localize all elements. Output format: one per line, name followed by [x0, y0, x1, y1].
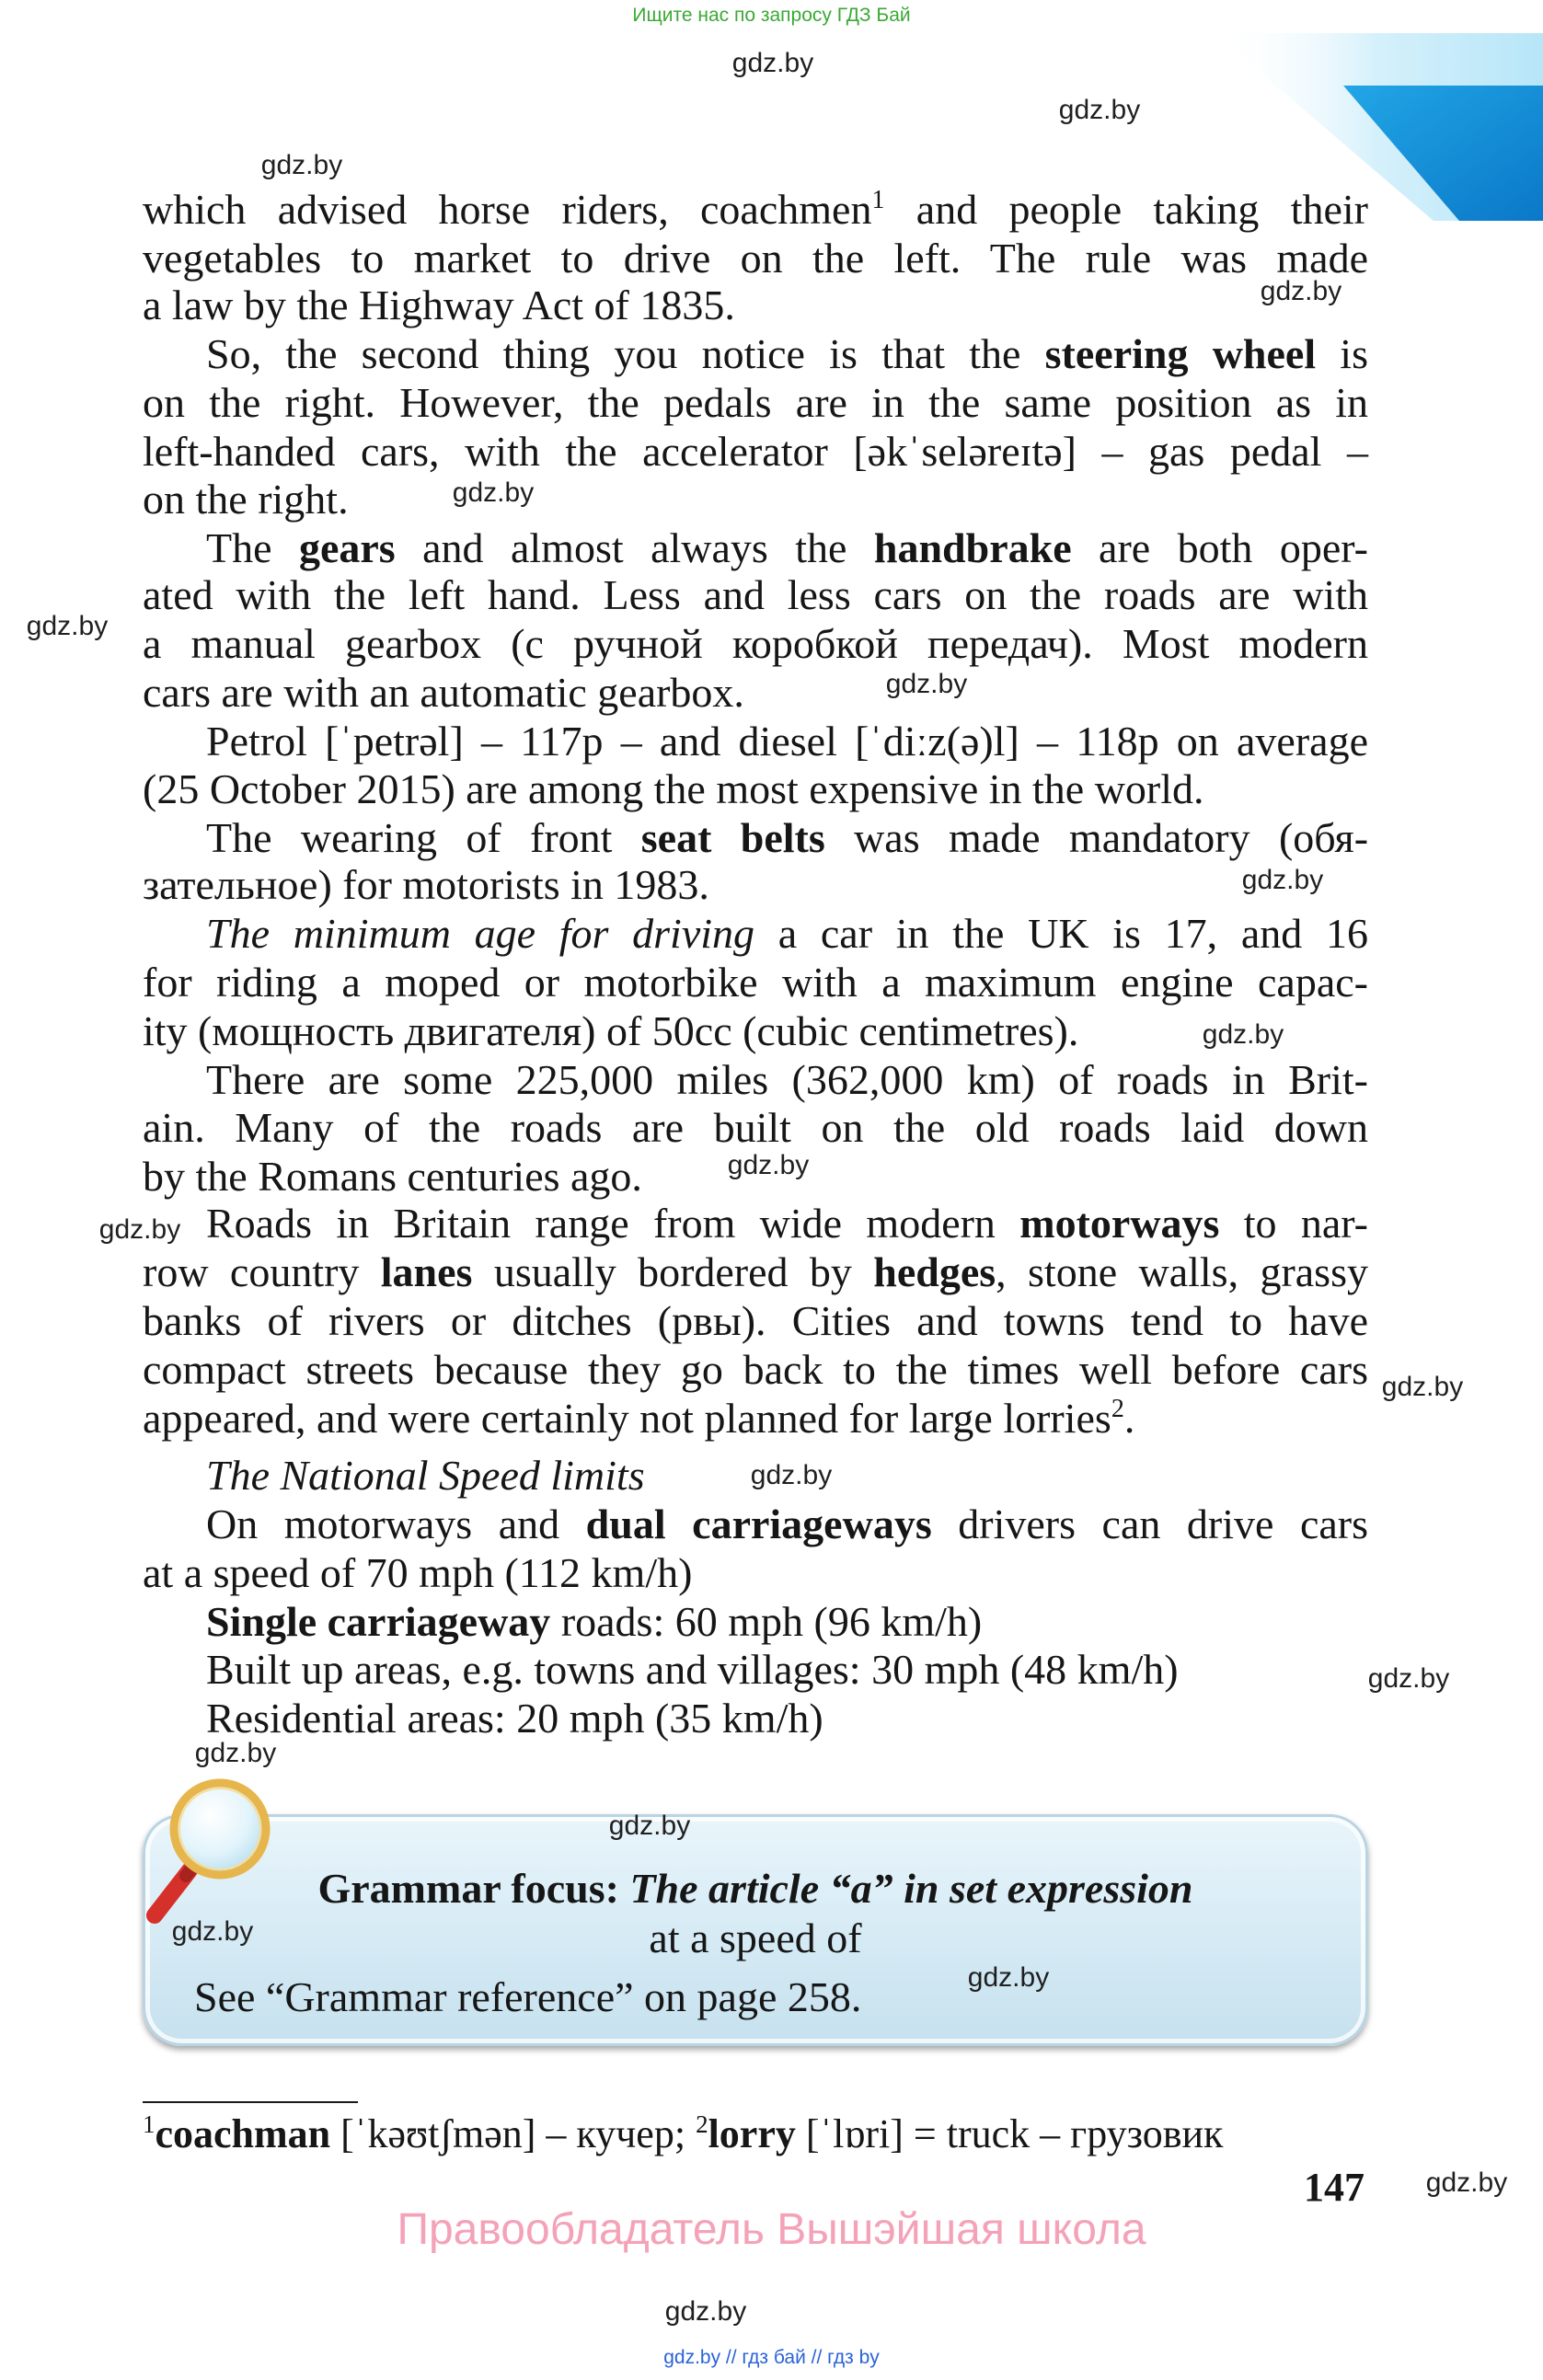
footnote-divider [143, 2101, 358, 2103]
text-run: , stone walls, grassy [996, 1248, 1368, 1295]
text-run: was made mandatory (обя- [824, 814, 1369, 861]
text-line: left-handed cars, with the accelerator [əkˈseləreɪtə] – gas pedal – [143, 428, 1368, 475]
grammar-focus-title [143, 1864, 1368, 1914]
text-run: The wearing of front [206, 814, 641, 861]
text-line: compact streets because they go back to the times well before cars [143, 1346, 1368, 1393]
bold-term: gears [298, 524, 396, 571]
watermark: gdz.by [194, 1738, 277, 1768]
text-line: on the right. However, the pedals are in the same position as in [143, 379, 1368, 426]
watermark: gdz.by [1241, 865, 1324, 895]
watermark: gdz.by [967, 1962, 1050, 1993]
text-run: and almost always the [395, 524, 874, 571]
text-line: Petrol [ˈpetrəl] – 117p – and diesel [ˈdiːz(ə)l] – 118p on average [206, 718, 1368, 765]
grammar-reference: See “Grammar reference” on page 258. [194, 1973, 862, 2020]
footnotes [143, 2110, 1223, 2159]
text-run: On motorways and [206, 1500, 586, 1547]
text-run: So, the second thing you notice is that the [206, 330, 1045, 377]
text-line: vegetables to market to drive on the left. The rule was made [143, 235, 1368, 282]
text-line: (25 October 2015) are among the most expensive in the world. [143, 765, 1204, 812]
text-line [143, 1247, 1368, 1296]
grammar-example: at a speed of [649, 1914, 862, 1961]
text-line: Residential areas: 20 mph (35 km/h) [206, 1695, 823, 1742]
text-run: to nar- [1219, 1200, 1368, 1247]
bold-term: handbrake [873, 524, 1072, 571]
watermark: gdz.by [1202, 1019, 1284, 1050]
footnote-number: 1 [143, 2110, 155, 2138]
bold-term: motorways [1019, 1200, 1220, 1247]
watermark: gdz.by [1058, 95, 1141, 125]
text-run: Roads in Britain range from wide modern [206, 1200, 1020, 1247]
section-heading: The National Speed limits [206, 1452, 645, 1499]
text-run: a car in the UK is 17, and 16 [754, 910, 1368, 957]
watermark: gdz.by [1425, 2167, 1508, 2198]
watermark: gdz.by [1260, 276, 1342, 306]
footnote-term: coachman [155, 2111, 331, 2156]
watermark: gdz.by [731, 48, 814, 78]
text-line [143, 1394, 1368, 1443]
watermark: gdz.by [171, 1916, 254, 1947]
grammar-focus-topic: The article “a” in set expression [629, 1865, 1193, 1912]
watermark: gdz.by [727, 1150, 810, 1180]
search-hint-banner[interactable]: Ищите нас по запросу ГДЗ Бай [632, 5, 911, 26]
footnote-definition: [ˈlɒri] = truck – грузовик [795, 2111, 1224, 2156]
text-line [206, 1500, 1368, 1548]
text-line: ated with the left hand. Less and less cars on the roads are with [143, 571, 1368, 618]
bold-term: lanes [380, 1248, 473, 1295]
text-line: on the right. [143, 476, 349, 523]
text-run: which advised horse riders, coachmen [143, 186, 872, 233]
footnote-definition: [ˈkəʊtʃmən] – кучер; [330, 2111, 697, 2156]
text-run: usually bordered by [472, 1248, 874, 1295]
bold-term: Single carriageway [206, 1598, 551, 1645]
text-line [206, 523, 1368, 572]
text-line: by the Romans centuries ago. [143, 1153, 642, 1200]
text-line: ity (мощность двигателя) of 50cc (cubic centimetres). [143, 1007, 1079, 1054]
text-line [143, 185, 1368, 234]
text-run: The [206, 524, 299, 571]
italic-phrase: The minimum age for driving [206, 910, 755, 957]
footer-links[interactable]: gdz.by // гдз бай // гдз by [663, 2347, 880, 2368]
text-line: Built up areas, e.g. towns and villages: 30 mph (48 km/h) [206, 1646, 1179, 1693]
footnote-number: 2 [696, 2110, 708, 2138]
text-run: row country [143, 1248, 381, 1295]
footnote-term: lorry [708, 2111, 796, 2156]
text-run: is [1316, 330, 1368, 377]
bold-term: seat belts [640, 814, 825, 861]
copyright-notice: Правообладатель Вышэйшая школа [397, 2205, 1146, 2254]
text-line [206, 329, 1368, 378]
text-line [206, 1199, 1368, 1247]
text-run: and people taking their [884, 186, 1368, 233]
watermark: gdz.by [608, 1811, 691, 1841]
footnote-marker: 2 [1111, 1395, 1124, 1423]
text-line: There are some 225,000 miles (362,000 km) of roads in Brit- [206, 1056, 1368, 1103]
watermark: gdz.by [885, 669, 968, 699]
watermark: gdz.by [26, 611, 109, 641]
grammar-focus-label: Grammar focus: [317, 1865, 630, 1912]
text-line [206, 813, 1368, 862]
page-number: 147 [1304, 2165, 1365, 2210]
text-line: banks of rivers or ditches (рвы). Cities and towns tend to have [143, 1297, 1368, 1344]
watermark: gdz.by [98, 1214, 181, 1245]
text-run: appeared, and were certainly not planned for large lorries [143, 1395, 1111, 1442]
text-line: зательное) for motorists in 1983. [143, 861, 709, 908]
text-line: a law by the Highway Act of 1835. [143, 282, 735, 328]
watermark: gdz.by [1367, 1663, 1450, 1694]
watermark: gdz.by [750, 1460, 833, 1490]
bold-term: dual carriageways [585, 1500, 932, 1547]
watermark: gdz.by [452, 477, 535, 508]
footnote-marker: 1 [871, 186, 885, 214]
bold-term: hedges [873, 1248, 996, 1295]
watermark: gdz.by [1381, 1372, 1464, 1402]
text-line: ain. Many of the roads are built on the old roads laid down [143, 1104, 1368, 1151]
text-line: a manual gearbox (с ручной коробкой передач). Most modern [143, 620, 1368, 667]
text-line: for riding a moped or motorbike with a maximum engine capac- [143, 959, 1368, 1006]
text-line: at a speed of 70 mph (112 km/h) [143, 1549, 693, 1596]
text-line [206, 909, 1368, 958]
bold-term: steering wheel [1044, 330, 1317, 377]
text-run: are both oper- [1071, 524, 1368, 571]
watermark: gdz.by [260, 150, 343, 180]
text-line [206, 1597, 1368, 1646]
text-run: drivers can drive cars [931, 1500, 1369, 1547]
text-run: roads: 60 mph (96 km/h) [550, 1598, 983, 1645]
watermark: gdz.by [664, 2296, 747, 2327]
text-line: cars are with an automatic gearbox. [143, 669, 744, 716]
text-run: . [1123, 1395, 1135, 1442]
